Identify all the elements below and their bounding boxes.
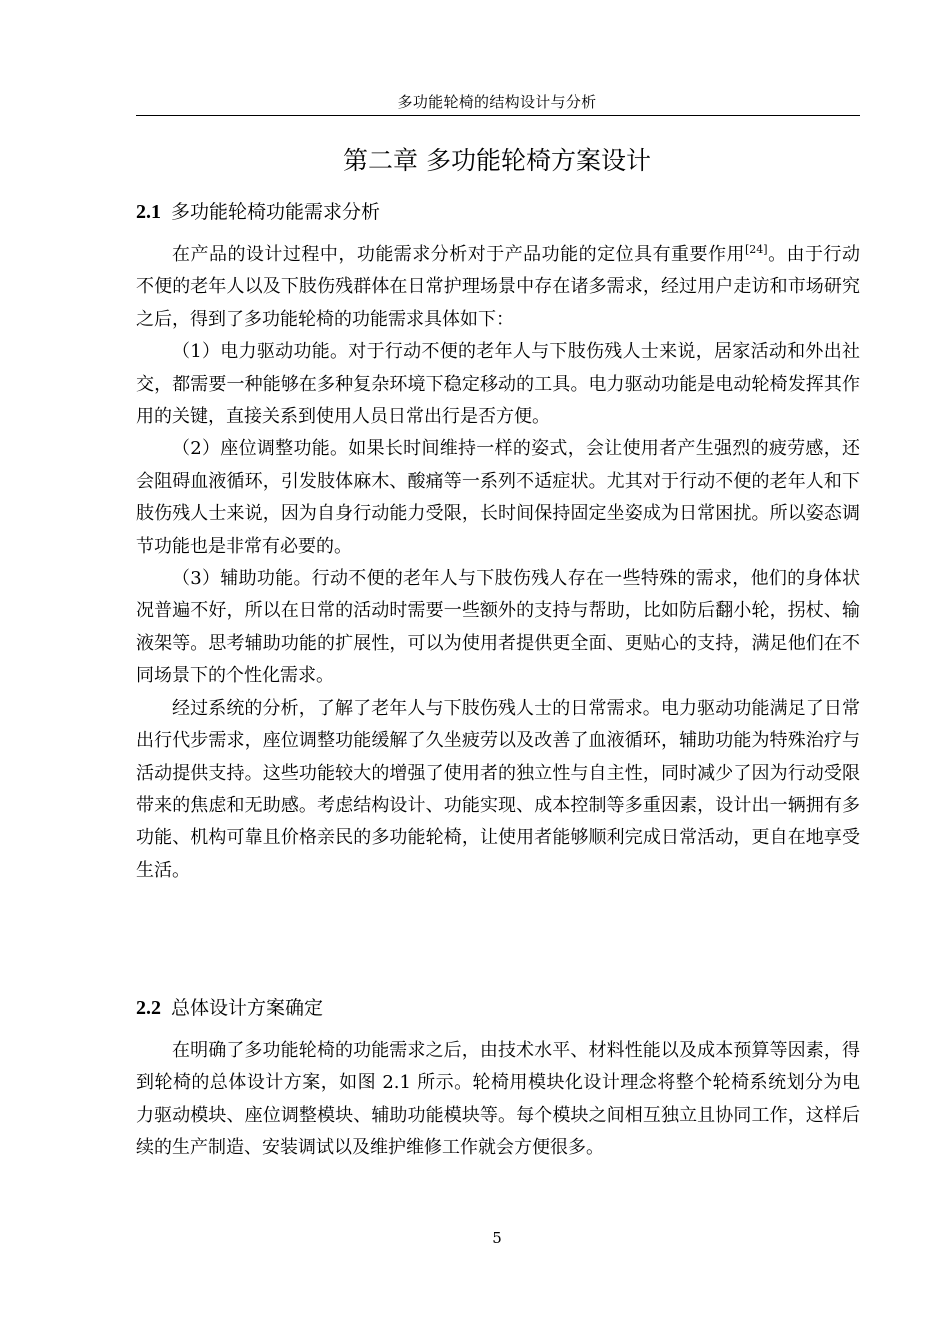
- paragraph: [136, 239, 860, 336]
- section-2-1-body: [136, 239, 860, 887]
- section-number: 2.2: [136, 997, 161, 1019]
- header-rule: [136, 115, 860, 116]
- section-2-2-body: [136, 1035, 860, 1165]
- paragraph: （1）电力驱动功能。对于行动不便的老年人与下肢伤残人士来说，居家活动和外出社交，都需要一种能够在多种复杂环境下稳定移动的工具。电力驱动功能是电动轮椅发挥其作用的关键，直接关系到使用人员日常出行是否方便。: [136, 341, 860, 428]
- paragraph: （2）座位调整功能。如果长时间维持一样的姿式，会让使用者产生强烈的疲劳感，还会阻碍血液循环，引发肢体麻木、酸痛等一系列不适症状。尤其对于行动不便的老年人和下肢伤残人士来说，因为自身行动能力受限，长时间保持固定坐姿成为日常困扰。所以姿态调节功能也是非常有必要的。: [136, 438, 860, 557]
- paragraph-text: 。由于行动不便的老年人以及下肢伤残群体在日常护理场景中存在诸多需求，经过用户走访和市场研究之后，得到了多功能轮椅的功能需求具体如下：: [136, 244, 861, 330]
- page-number: 5: [492, 1229, 502, 1247]
- paragraph: 在明确了多功能轮椅的功能需求之后，由技术水平、材料性能以及成本预算等因素，得到轮椅的总体设计方案，如图 2.1 所示。轮椅用模块化设计理念将整个轮椅系统划分为电力驱动模块、座位调整模块、辅助功能模块等。每个模块之间相互独立且协同工作，这样后续的生产制造、安装调试以及维护维修工作就会方便很多。: [136, 1040, 860, 1159]
- section-title: 总体设计方案确定: [171, 997, 324, 1019]
- chapter-title: 第二章 多功能轮椅方案设计: [343, 146, 651, 175]
- section-heading-2-1: [136, 198, 858, 226]
- running-header: 多功能轮椅的结构设计与分析: [397, 93, 597, 111]
- paragraph: （3）辅助功能。行动不便的老年人与下肢伤残人存在一些特殊的需求，他们的身体状况普遍不好，所以在日常的活动时需要一些额外的支持与帮助，比如防后翻小轮，拐杖、输液架等。思考辅助功能的扩展性，可以为使用者提供更全面、更贴心的支持，满足他们在不同场景下的个性化需求。: [136, 568, 860, 687]
- paragraph-text: 在产品的设计过程中，功能需求分析对于产品功能的定位具有重要作用: [172, 244, 745, 265]
- paragraph: 经过系统的分析，了解了老年人与下肢伤残人士的日常需求。电力驱动功能满足了日常出行代步需求，座位调整功能缓解了久坐疲劳以及改善了血液循环，辅助功能为特殊治疗与活动提供支持。这些功能较大的增强了使用者的独立性与自主性，同时减少了因为行动受限带来的焦虑和无助感。考虑结构设计、功能实现、成本控制等多重因素，设计出一辆拥有多功能、机构可靠且价格亲民的多功能轮椅，让使用者能够顺利完成日常活动，更自在地享受生活。: [136, 697, 860, 881]
- section-number: 2.1: [136, 201, 161, 223]
- section-heading-2-2: [136, 994, 858, 1022]
- section-title: 多功能轮椅功能需求分析: [171, 201, 381, 223]
- citation-marker: [24]: [745, 243, 768, 256]
